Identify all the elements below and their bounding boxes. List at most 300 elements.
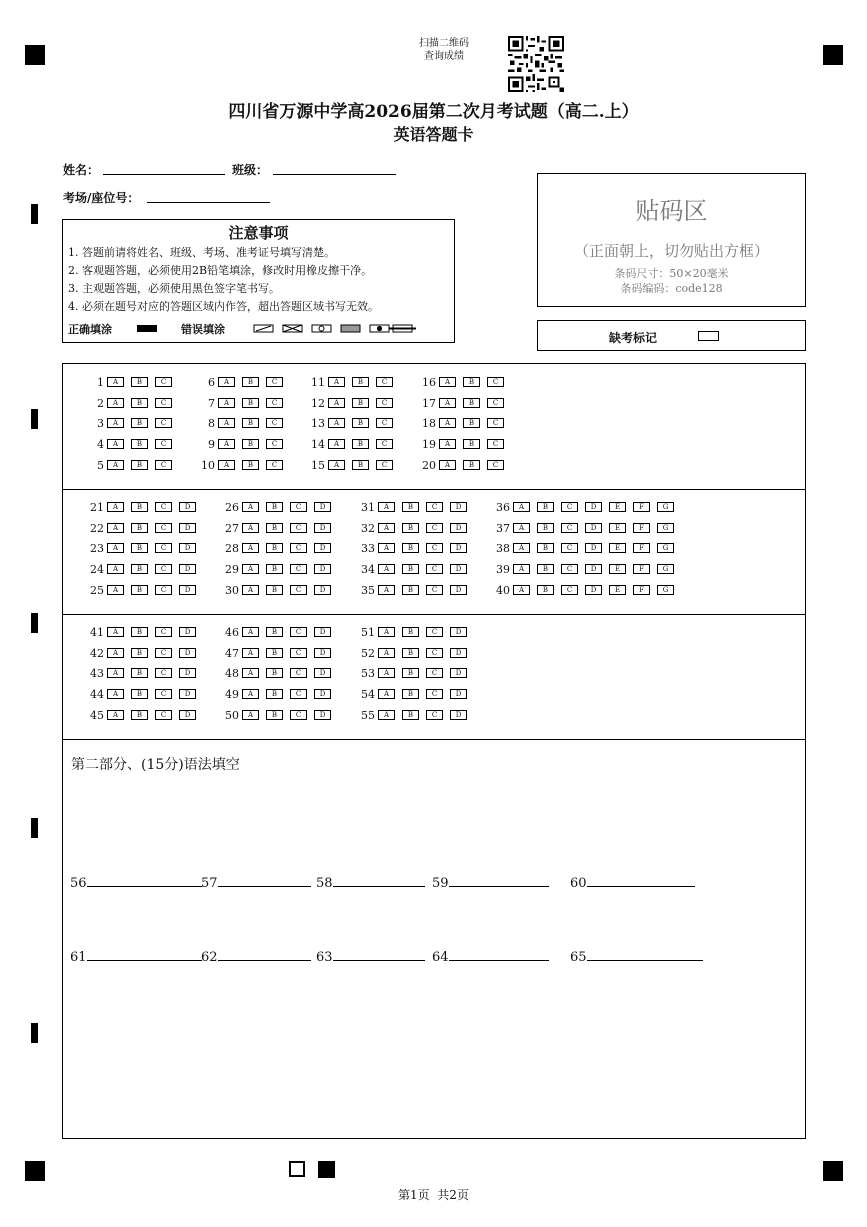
question-number: 23 [90,542,104,556]
blank-number: 56 [70,876,87,891]
option-bubble-b[interactable]: B [463,418,480,428]
option-bubble-c[interactable]: C [155,460,172,470]
wrong-fill-samples-icon [253,323,423,335]
question-number: 55 [361,708,375,722]
option-bubble-b[interactable]: B [131,710,148,720]
option-bubble-a[interactable]: A [107,377,124,387]
timing-mark [31,613,38,633]
blank-59[interactable] [432,874,549,891]
seat-label: 考场/座位号： [63,191,140,205]
question-number: 4 [97,438,104,452]
option-bubble-d[interactable]: D [314,543,331,553]
option-bubble-a[interactable]: A [328,439,345,449]
seat-field[interactable] [147,202,270,203]
question-number: 28 [225,542,239,556]
option-bubble-d[interactable]: D [314,523,331,533]
notice-item: 4. 必须在题号对应的答题区域内作答，超出答题区域书写无效。 [68,300,379,313]
option-bubble-a[interactable]: A [242,502,259,512]
option-bubble-d[interactable]: D [450,502,467,512]
option-bubble-d[interactable]: D [179,627,196,637]
option-bubble-b[interactable]: B [402,585,419,595]
option-bubble-b[interactable]: B [266,648,283,658]
blank-60[interactable] [570,874,695,891]
option-bubble-b[interactable]: B [266,668,283,678]
option-bubble-c[interactable]: C [290,648,307,658]
option-bubble-a[interactable]: A [378,710,395,720]
option-bubble-a[interactable]: A [439,398,456,408]
option-bubble-d[interactable]: D [179,564,196,574]
option-bubble-b[interactable]: B [463,460,480,470]
blank-line[interactable] [87,874,202,887]
option-bubble-b[interactable]: B [131,460,148,470]
option-bubble-g[interactable]: G [657,523,674,533]
option-bubble-d[interactable]: D [179,668,196,678]
option-bubble-c[interactable]: C [155,564,172,574]
blank-62[interactable] [201,948,311,965]
question-number: 13 [311,417,325,431]
name-field[interactable] [103,174,225,175]
blank-number: 57 [201,876,218,891]
blank-line[interactable] [449,874,549,887]
option-bubble-c[interactable]: C [290,502,307,512]
option-bubble-d[interactable]: D [314,564,331,574]
option-bubble-b[interactable]: B [402,543,419,553]
option-bubble-c[interactable]: C [290,668,307,678]
option-bubble-b[interactable]: B [266,627,283,637]
option-bubble-c[interactable]: C [266,460,283,470]
correct-fill-sample [137,325,157,332]
barcode-paste-area [537,173,806,307]
timing-mark [31,204,38,224]
question-number: 35 [361,583,375,597]
option-bubble-b[interactable]: B [131,585,148,595]
question-number: 18 [422,417,436,431]
option-bubble-c[interactable]: C [426,627,443,637]
blank-line[interactable] [449,948,549,961]
page-mark-empty [289,1161,305,1177]
option-bubble-b[interactable]: B [131,648,148,658]
option-bubble-b[interactable]: B [266,585,283,595]
option-bubble-a[interactable]: A [439,460,456,470]
timing-mark [31,409,38,429]
barcode-encoding: 条码编码：code128 [620,282,723,295]
option-bubble-e[interactable]: E [609,543,626,553]
option-bubble-c[interactable]: C [426,648,443,658]
question-number: 33 [361,542,375,556]
option-bubble-d[interactable]: D [314,668,331,678]
blank-number: 59 [432,876,449,891]
question-number: 15 [311,458,325,472]
question-number: 48 [225,667,239,681]
option-bubble-a[interactable]: A [439,418,456,428]
option-bubble-a[interactable]: A [218,377,235,387]
option-bubble-a[interactable]: A [513,585,530,595]
option-bubble-c[interactable]: C [290,710,307,720]
option-bubble-b[interactable]: B [537,585,554,595]
blank-line[interactable] [333,948,425,961]
option-bubble-c[interactable]: C [290,543,307,553]
option-bubble-c[interactable]: C [266,418,283,428]
blank-58[interactable] [316,874,425,891]
option-bubble-c[interactable]: C [376,398,393,408]
page-subtitle: 英语答题卡 [393,125,474,144]
option-bubble-c[interactable]: C [155,689,172,699]
correct-fill-label: 正确填涂 [68,323,112,336]
option-bubble-d[interactable]: D [179,502,196,512]
absent-mark-checkbox[interactable] [698,331,719,341]
option-bubble-c[interactable]: C [426,564,443,574]
option-bubble-b[interactable]: B [131,689,148,699]
option-bubble-b[interactable]: B [266,523,283,533]
blank-line[interactable] [587,948,703,961]
option-bubble-a[interactable]: A [242,523,259,533]
option-bubble-c[interactable]: C [376,377,393,387]
option-bubble-b[interactable]: B [242,439,259,449]
option-bubble-b[interactable]: B [131,398,148,408]
option-bubble-b[interactable]: B [131,418,148,428]
blank-56[interactable] [70,874,202,891]
absent-mark-label: 缺考标记 [609,331,658,345]
option-bubble-c[interactable]: C [376,439,393,449]
option-bubble-b[interactable]: B [402,523,419,533]
option-bubble-b[interactable]: B [131,377,148,387]
option-bubble-c[interactable]: C [426,710,443,720]
option-bubble-c[interactable]: C [155,585,172,595]
option-bubble-b[interactable]: B [242,377,259,387]
option-bubble-a[interactable]: A [378,689,395,699]
option-bubble-c[interactable]: C [155,668,172,678]
option-bubble-c[interactable]: C [155,398,172,408]
corner-mark-top-left [25,45,45,65]
option-bubble-c[interactable]: C [290,585,307,595]
option-bubble-d[interactable]: D [314,502,331,512]
option-bubble-a[interactable]: A [328,398,345,408]
option-bubble-a[interactable]: A [107,668,124,678]
option-bubble-c[interactable]: C [561,502,578,512]
option-bubble-f[interactable]: F [633,585,650,595]
option-bubble-b[interactable]: B [352,460,369,470]
option-bubble-d[interactable]: D [179,710,196,720]
option-bubble-d[interactable]: D [314,627,331,637]
option-bubble-b[interactable]: B [463,398,480,408]
question-number: 37 [496,521,510,535]
page-title: 四川省万源中学高2026届第二次月考试题（高二.上） [228,102,639,122]
question-number: 41 [90,626,104,639]
option-bubble-a[interactable]: A [328,460,345,470]
option-bubble-b[interactable]: B [242,398,259,408]
question-number: 10 [201,458,215,472]
option-bubble-d[interactable]: D [179,585,196,595]
option-bubble-b[interactable]: B [131,523,148,533]
option-bubble-b[interactable]: B [402,648,419,658]
option-bubble-d[interactable]: D [179,543,196,553]
option-bubble-e[interactable]: E [609,523,626,533]
option-bubble-d[interactable]: D [450,585,467,595]
option-bubble-c[interactable]: C [426,523,443,533]
option-bubble-e[interactable]: E [609,502,626,512]
option-bubble-b[interactable]: B [352,418,369,428]
option-bubble-c[interactable]: C [290,564,307,574]
option-bubble-a[interactable]: A [439,439,456,449]
blank-number: 62 [201,950,218,965]
option-bubble-g[interactable]: G [657,502,674,512]
option-bubble-a[interactable]: A [513,543,530,553]
question-number: 17 [422,396,436,410]
option-bubble-d[interactable]: D [450,627,467,637]
option-bubble-c[interactable]: C [487,398,504,408]
option-bubble-b[interactable]: B [402,627,419,637]
option-bubble-a[interactable]: A [378,543,395,553]
option-bubble-b[interactable]: B [242,418,259,428]
option-bubble-c[interactable]: C [155,648,172,658]
question-number: 42 [90,646,104,660]
notice-item: 3. 主观题答题，必须使用黑色签字笔书写。 [68,282,280,295]
option-bubble-b[interactable]: B [402,564,419,574]
blank-line[interactable] [87,948,202,961]
blank-line[interactable] [333,874,425,887]
option-bubble-c[interactable]: C [266,398,283,408]
question-number: 7 [208,396,215,410]
blank-line[interactable] [218,874,311,887]
option-bubble-b[interactable]: B [352,439,369,449]
option-bubble-a[interactable]: A [218,460,235,470]
question-number: 46 [225,626,239,639]
option-bubble-a[interactable]: A [242,710,259,720]
option-bubble-b[interactable]: B [266,502,283,512]
option-bubble-g[interactable]: G [657,585,674,595]
option-bubble-a[interactable]: A [218,418,235,428]
option-bubble-c[interactable]: C [155,377,172,387]
option-bubble-b[interactable]: B [402,668,419,678]
option-bubble-a[interactable]: A [107,439,124,449]
option-bubble-b[interactable]: B [131,543,148,553]
option-bubble-c[interactable]: C [487,439,504,449]
option-bubble-c[interactable]: C [426,689,443,699]
option-bubble-c[interactable]: C [487,418,504,428]
question-number: 34 [361,563,375,577]
option-bubble-a[interactable]: A [107,564,124,574]
option-bubble-d[interactable]: D [585,543,602,553]
option-bubble-a[interactable]: A [107,710,124,720]
question-number: 20 [422,458,436,472]
option-bubble-b[interactable]: B [131,668,148,678]
class-field[interactable] [273,174,396,175]
option-bubble-d[interactable]: D [585,564,602,574]
option-bubble-b[interactable]: B [266,710,283,720]
option-bubble-d[interactable]: D [314,585,331,595]
option-bubble-a[interactable]: A [242,543,259,553]
option-bubble-d[interactable]: D [450,648,467,658]
option-bubble-a[interactable]: A [218,439,235,449]
option-bubble-a[interactable]: A [242,585,259,595]
question-number: 38 [496,542,510,556]
option-bubble-a[interactable]: A [107,523,124,533]
option-bubble-b[interactable]: B [463,377,480,387]
option-bubble-b[interactable]: B [131,564,148,574]
option-bubble-a[interactable]: A [242,668,259,678]
option-bubble-d[interactable]: D [450,710,467,720]
option-bubble-a[interactable]: A [107,543,124,553]
option-bubble-c[interactable]: C [155,439,172,449]
option-bubble-b[interactable]: B [352,398,369,408]
option-bubble-a[interactable]: A [107,627,124,637]
option-bubble-d[interactable]: D [450,523,467,533]
blank-line[interactable] [218,948,311,961]
option-bubble-a[interactable]: A [218,398,235,408]
option-bubble-b[interactable]: B [537,564,554,574]
blank-61[interactable] [70,948,202,965]
timing-mark [31,818,38,838]
option-bubble-f[interactable]: F [633,502,650,512]
option-bubble-a[interactable]: A [107,460,124,470]
option-bubble-b[interactable]: B [242,460,259,470]
option-bubble-a[interactable]: A [378,523,395,533]
option-bubble-c[interactable]: C [561,585,578,595]
option-bubble-d[interactable]: D [314,648,331,658]
option-bubble-f[interactable]: F [633,523,650,533]
option-bubble-c[interactable]: C [155,523,172,533]
paste-area-instruction: （正面朝上，切勿贴出方框） [573,242,769,260]
question-number: 44 [90,688,104,702]
option-bubble-a[interactable]: A [513,502,530,512]
option-bubble-b[interactable]: B [131,627,148,637]
blank-65[interactable] [570,948,703,965]
option-bubble-b[interactable]: B [266,564,283,574]
option-bubble-b[interactable]: B [537,543,554,553]
option-bubble-a[interactable]: A [378,627,395,637]
option-bubble-c[interactable]: C [290,523,307,533]
question-number: 30 [225,583,239,597]
option-bubble-a[interactable]: A [328,418,345,428]
option-bubble-c[interactable]: C [376,418,393,428]
blank-57[interactable] [201,874,311,891]
option-bubble-c[interactable]: C [561,523,578,533]
option-bubble-a[interactable]: A [107,502,124,512]
option-bubble-c[interactable]: C [155,710,172,720]
option-bubble-b[interactable]: B [266,689,283,699]
option-bubble-a[interactable]: A [107,689,124,699]
option-bubble-e[interactable]: E [609,585,626,595]
option-bubble-d[interactable]: D [179,648,196,658]
option-bubble-d[interactable]: D [450,689,467,699]
option-bubble-b[interactable]: B [131,502,148,512]
option-bubble-c[interactable]: C [290,627,307,637]
option-bubble-c[interactable]: C [266,377,283,387]
option-bubble-c[interactable]: C [426,668,443,678]
option-bubble-c[interactable]: C [561,564,578,574]
option-bubble-b[interactable]: B [131,439,148,449]
option-bubble-c[interactable]: C [155,543,172,553]
option-bubble-c[interactable]: C [155,627,172,637]
option-bubble-c[interactable]: C [426,585,443,595]
question-number: 19 [422,438,436,452]
question-number: 39 [496,563,510,577]
option-bubble-f[interactable]: F [633,564,650,574]
blank-63[interactable] [316,948,425,965]
option-bubble-c[interactable]: C [376,460,393,470]
option-bubble-c[interactable]: C [561,543,578,553]
option-bubble-d[interactable]: D [179,689,196,699]
blank-number: 63 [316,950,333,965]
option-bubble-a[interactable]: A [242,648,259,658]
option-bubble-b[interactable]: B [537,502,554,512]
option-bubble-d[interactable]: D [450,668,467,678]
option-bubble-b[interactable]: B [463,439,480,449]
option-bubble-c[interactable]: C [426,543,443,553]
option-bubble-a[interactable]: A [107,648,124,658]
option-bubble-g[interactable]: G [657,543,674,553]
option-bubble-b[interactable]: B [352,377,369,387]
option-bubble-a[interactable]: A [107,398,124,408]
option-bubble-c[interactable]: C [155,502,172,512]
question-number: 6 [208,376,215,389]
option-bubble-c[interactable]: C [487,377,504,387]
option-bubble-c[interactable]: C [266,439,283,449]
question-number: 49 [225,688,239,702]
option-bubble-b[interactable]: B [537,523,554,533]
notice-item: 2. 客观题答题，必须使用2B铅笔填涂，修改时用橡皮擦干净。 [68,264,373,277]
question-number: 14 [311,438,325,452]
option-bubble-a[interactable]: A [378,564,395,574]
option-bubble-b[interactable]: B [402,689,419,699]
corner-mark-bottom-left [25,1161,45,1181]
option-bubble-a[interactable]: A [242,564,259,574]
option-bubble-d[interactable]: D [585,585,602,595]
blank-64[interactable] [432,948,549,965]
option-bubble-d[interactable]: D [585,523,602,533]
option-bubble-a[interactable]: A [378,668,395,678]
option-bubble-c[interactable]: C [487,460,504,470]
page-mark-filled [318,1161,335,1178]
option-bubble-b[interactable]: B [402,502,419,512]
option-bubble-a[interactable]: A [107,418,124,428]
option-bubble-d[interactable]: D [314,710,331,720]
option-bubble-a[interactable]: A [242,689,259,699]
option-bubble-a[interactable]: A [439,377,456,387]
option-bubble-e[interactable]: E [609,564,626,574]
option-bubble-b[interactable]: B [266,543,283,553]
option-bubble-a[interactable]: A [378,502,395,512]
option-bubble-d[interactable]: D [585,502,602,512]
blank-line[interactable] [587,874,695,887]
option-bubble-a[interactable]: A [513,523,530,533]
wrong-fill-label: 错误填涂 [181,323,225,336]
option-bubble-g[interactable]: G [657,564,674,574]
option-bubble-a[interactable]: A [378,648,395,658]
question-number: 51 [361,626,375,639]
option-bubble-c[interactable]: C [155,418,172,428]
option-bubble-a[interactable]: A [242,627,259,637]
question-number: 16 [422,376,436,389]
option-bubble-a[interactable]: A [107,585,124,595]
option-bubble-d[interactable]: D [314,689,331,699]
question-number: 25 [90,583,104,597]
question-number: 52 [361,646,375,660]
question-number: 22 [90,521,104,535]
option-bubble-d[interactable]: D [450,564,467,574]
question-number: 9 [208,438,215,452]
option-bubble-c[interactable]: C [426,502,443,512]
option-bubble-c[interactable]: C [290,689,307,699]
question-number: 43 [90,667,104,681]
option-bubble-d[interactable]: D [450,543,467,553]
option-bubble-f[interactable]: F [633,543,650,553]
option-bubble-d[interactable]: D [179,523,196,533]
option-bubble-a[interactable]: A [378,585,395,595]
option-bubble-b[interactable]: B [402,710,419,720]
option-bubble-a[interactable]: A [328,377,345,387]
option-bubble-a[interactable]: A [513,564,530,574]
